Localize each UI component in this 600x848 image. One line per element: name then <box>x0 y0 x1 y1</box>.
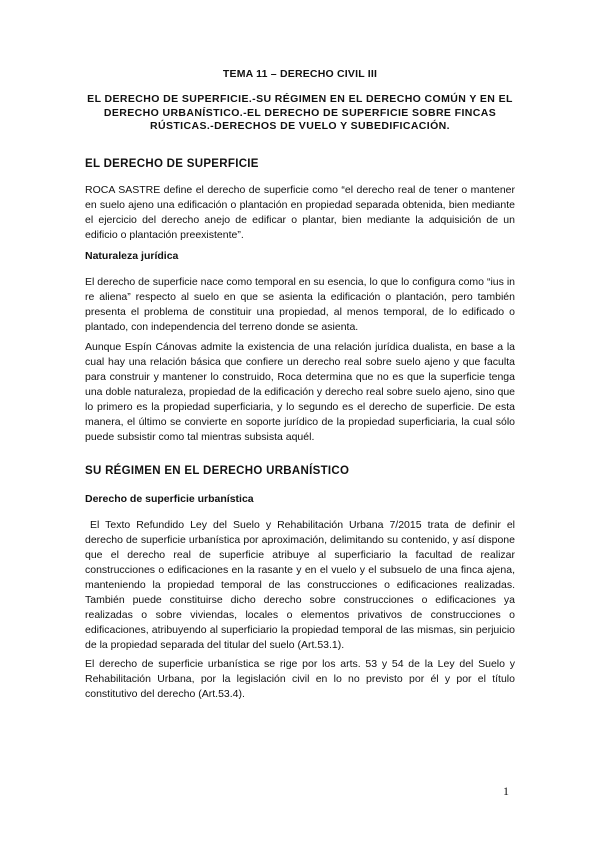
section1-heading: EL DERECHO DE SUPERFICIE <box>85 158 259 170</box>
document-title: EL DERECHO DE SUPERFICIE.-SU RÉGIMEN EN EL DERECHO COMÚN Y EN EL DERECHO URBANÍSTICO.-EL DERECHO DE SUPERFICIE SOBRE FINCAS RÚSTICAS.-DERECHOS DE VUELO Y SUBEDIFICACIÓN. <box>87 93 513 132</box>
urbanistica-paragraph-1: El Texto Refundido Ley del Suelo y Rehabilitación Urbana 7/2015 trata de definir el derecho de superficie urbanística por aproximación, delimitando su contenido, y así dispone que el derecho real de superficie atribuye al superficiario la facultad de realizar construcciones o edificaciones en la rasante y en el vuelo y el subsuelo de una finca ajena, manteniendo la propiedad temporal de las construcciones o edificaciones realizadas. También puede constituirse dicho derecho sobre construcciones o edificaciones ya realizadas o sobre viviendas, locales o elementos privativos de construcciones o edificaciones, atribuyendo al superficiario la propiedad temporal de las mismas, sin perjuicio de la propiedad separada del titular del suelo (Art.53.1). <box>85 519 515 651</box>
subheading-urbanistica: Derecho de superficie urbanística <box>85 493 254 505</box>
section1-paragraph-1: ROCA SASTRE define el derecho de superficie como “el derecho real de tener o mantener en suelo ajeno una edificación o plantación en propiedad separada obtenida, bien mediante el ejercicio del derecho anejo de edificar o plantar, bien mediante la adquisición de un edificio o plantación preexistente”. <box>85 184 515 241</box>
naturaleza-paragraph-1: El derecho de superficie nace como temporal en su esencia, lo que lo configura como “ius in re aliena” respecto al suelo en que se asienta la edificación o plantación, pero también presenta el problema de constituir una propiedad, al menos temporal, de lo edificado o plantado, con independencia del terreno donde se asienta. <box>85 276 515 333</box>
page-number: 1 <box>503 784 509 798</box>
subheading-naturaleza: Naturaleza jurídica <box>85 250 179 262</box>
naturaleza-paragraph-2: Aunque Espín Cánovas admite la existencia de una relación jurídica dualista, en base a la cual hay una relación básica que confiere un derecho real sobre suelo ajeno y que faculta para construir y mantener lo construido, Roca determina que no es que la superficie tenga una doble naturaleza, propiedad de la edificación y derecho real sobre suelo ajeno, sino que lo primero es la propiedad superficiaria, y lo segundo es el derecho de superficie. De esta manera, el último se convierte en soporte jurídico de la propiedad superficiaria, la cual sólo puede subsistir como tal mientras subsista aquél. <box>85 341 515 443</box>
urbanistica-paragraph-2: El derecho de superficie urbanística se rige por los arts. 53 y 54 de la Ley del Suelo y Rehabilitación Urbana, por la legislación civil en lo no previsto por él y por el título constitutivo del derecho (Art.53.4). <box>85 658 515 700</box>
topic-label: TEMA 11 – DERECHO CIVIL III <box>222 68 378 80</box>
section2-heading: SU RÉGIMEN EN EL DERECHO URBANÍSTICO <box>85 465 350 477</box>
